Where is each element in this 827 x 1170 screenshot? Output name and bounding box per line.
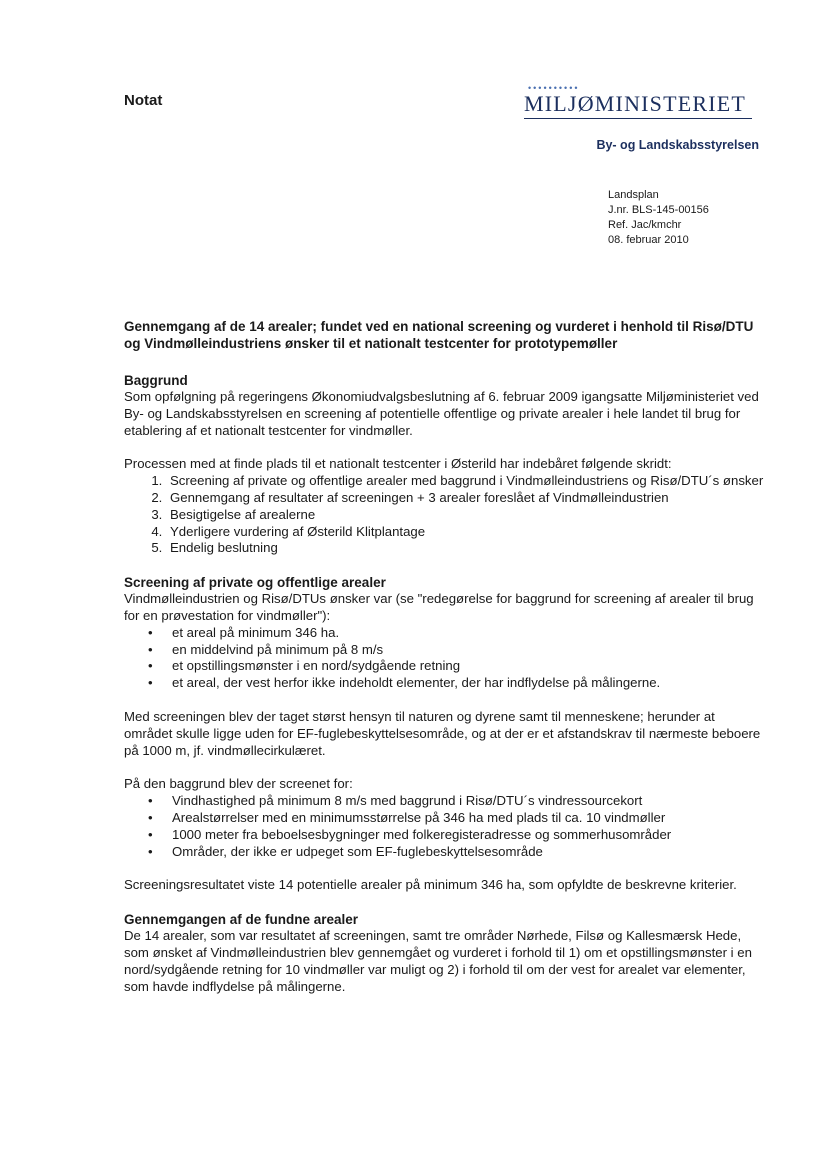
meta-line-unit: Landsplan (608, 189, 659, 201)
list-item: 5. Endelig beslutning (166, 540, 764, 557)
paragraph-background: Som opfølgning på regeringens Økonomiudvalgsbeslutning af 6. februar 2009 igangsatte Miljøministeriet ved By- og Landskabsstyrelsen en screening af potentielle offentlige og private arealer i hele landet til brug for etablering af et nationalt testcenter for vindmøller. (124, 389, 759, 438)
paragraph-result: Screeningsresultatet viste 14 potentielle arealer på minimum 346 ha, som opfyldte de beskrevne kriterier. (124, 877, 737, 893)
list-item: • et areal på minimum 346 ha. (124, 625, 764, 642)
paragraph-considerations: Med screeningen blev der taget størst hensyn til naturen og dyrene samt til menneskene; herunder at området skulle ligge uden for EF-fuglebeskyttelsesområde, og at der er et afstandskrav til nærmeste beboere på 1000 m, jf. vindmøllecirkulæret. (124, 708, 761, 758)
paragraph-screening-basis: På den baggrund blev der screenet for: (124, 776, 353, 792)
document-body (124, 372, 764, 995)
meta-line-journal: J.nr. BLS-145-00156 (608, 204, 709, 216)
list-item: • 1000 meter fra beboelsesbygninger med folkeregisteradresse og sommerhusområder (124, 827, 764, 844)
meta-line-ref: Ref. Jac/kmchr (608, 219, 682, 231)
list-item: • Vindhastighed på minimum 8 m/s med baggrund i Risø/DTU´s vindressourcekort (124, 793, 764, 810)
agency-name: By- og Landskabsstyrelsen (596, 138, 759, 152)
ministry-logo (524, 84, 754, 119)
list-item: • en middelvind på minimum på 8 m/s (124, 642, 764, 659)
list-item: 2. Gennemgang af resultater af screeningen + 3 arealer foreslået af Vindmølleindustrien (166, 490, 764, 507)
logo-rule (524, 118, 752, 119)
list-item: 1. Screening af private og offentlige arealer med baggrund i Vindmølleindustriens og Risø/DTU´s ønsker (166, 473, 764, 490)
list-item: • et areal, der vest herfor ikke indeholdt elementer, der har indflydelse på målingerne. (124, 675, 764, 692)
logo-name: MILJØMINISTERIET (524, 91, 747, 116)
list-item: • et opstillingsmønster i en nord/sydgående retning (124, 658, 764, 675)
list-item: 3. Besigtigelse af arealerne (166, 507, 764, 524)
heading-baggrund: Baggrund (124, 373, 188, 388)
criteria-list (124, 793, 764, 860)
document-title: Gennemgang af de 14 arealer; fundet ved en national screening og vurderet i henhold til Risø/DTU og Vindmølleindustriens ønsker til et nationalt testcenter for prototypemøller (124, 319, 754, 351)
meta-line-date: 08. februar 2010 (608, 234, 689, 246)
paragraph-review: De 14 arealer, som var resultatet af screeningen, samt tre områder Nørhede, Filsø og Kallesmærsk Hede, som ønsket af Vindmølleindustrien blev gennemgået og vurderet i forhold til 1) om et opstillingsmønster i en nord/sydgående retning for 10 vindmøller var muligt og 2) i forhold til om der vest for arealet var elementer, som havde indflydelse på målingerne. (124, 928, 752, 994)
list-item: • Områder, der ikke er udpeget som EF-fuglebeskyttelsesområde (124, 844, 764, 861)
heading-gennemgang: Gennemgangen af de fundne arealer (124, 912, 359, 928)
wishes-list (124, 625, 764, 692)
process-steps-list (124, 473, 764, 557)
logo-dots-icon: •••••••••• (528, 83, 580, 93)
heading-screening: Screening af private og offentlige arealer (124, 575, 386, 591)
document-type-label: Notat (124, 92, 163, 109)
document-meta (608, 188, 709, 248)
paragraph-process: Processen med at finde plads til et nationalt testcenter i Østerild har indebåret følgende skridt: (124, 456, 672, 472)
paragraph-wishes-intro: Vindmølleindustrien og Risø/DTUs ønsker var (se "redegørelse for baggrund for screening af arealer til brug for en prøvestation for vindmøller"): (124, 591, 754, 623)
list-item: 4. Yderligere vurdering af Østerild Klitplantage (166, 524, 764, 541)
list-item: • Arealstørrelser med en minimumsstørrelse på 346 ha med plads til ca. 10 vindmøller (124, 810, 764, 827)
